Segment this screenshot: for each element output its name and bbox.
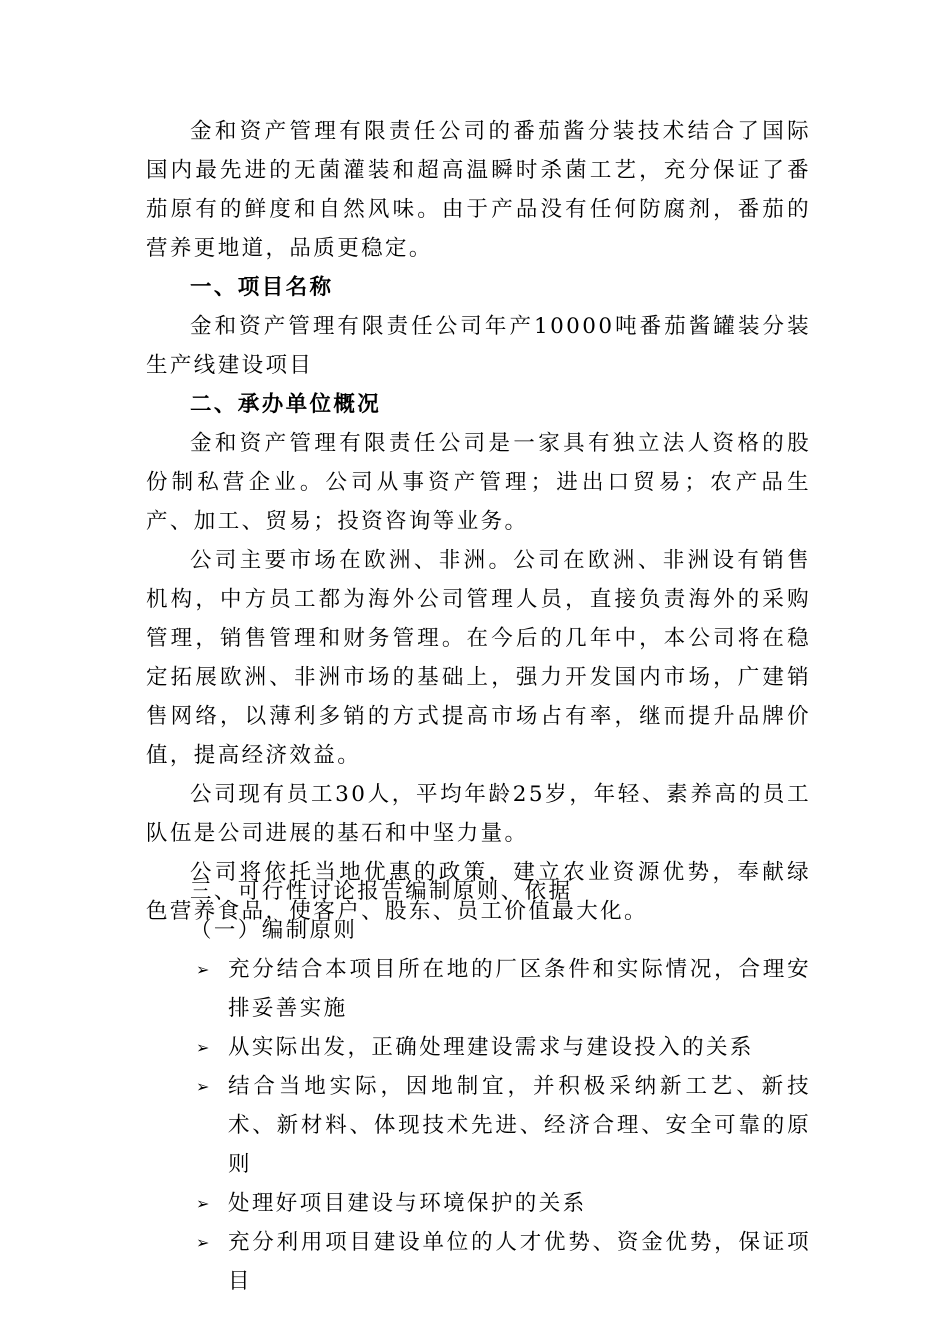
section-2-heading: 二、承办单位概况 [190, 392, 382, 417]
arrow-bullet-icon: ➢ [196, 1233, 210, 1252]
section-3-subheading: （一）编制原则 [190, 918, 358, 943]
list-item [146, 1223, 811, 1301]
section-2-paragraph-4: 公司将依托当地优惠的政策，建立农业资源优势，奉献绿色营养食品，使客户、股东、员工价值最大化。 [146, 860, 811, 924]
list-item-text: 处理好项目建设与环境保护的关系 [228, 1191, 587, 1216]
section-1-heading: 一、项目名称 [190, 275, 334, 300]
arrow-bullet-icon: ➢ [196, 1194, 210, 1213]
section-3-heading: 三、可行性讨论报告编制原则、依据 [190, 879, 573, 904]
section-2-paragraph-3: 公司现有员工30人，平均年龄25岁，年轻、素养高的员工队伍是公司进展的基石和中坚力量。 [146, 782, 811, 846]
text-block-top [146, 112, 811, 931]
list-item-text: 充分利用项目建设单位的人才优势、资金优势，保证项目 [228, 1230, 811, 1294]
principles-list [146, 950, 811, 1301]
list-item-text: 结合当地实际，因地制宜，并积极采纳新工艺、新技术、新材料、体现技术先进、经济合理、安全可靠的原则 [228, 1074, 811, 1177]
section-2-paragraph-1: 金和资产管理有限责任公司是一家具有独立法人资格的股份制私营企业。公司从事资产管理；进出口贸易；农产品生产、加工、贸易；投资咨询等业务。 [146, 431, 811, 534]
text-block-bottom [146, 872, 811, 1301]
section-2-paragraph-2: 公司主要市场在欧洲、非洲。公司在欧洲、非洲设有销售机构，中方员工都为海外公司管理人员，直接负责海外的采购管理，销售管理和财务管理。在今后的几年中，本公司将在稳定拓展欧洲、非洲市场的基础上，强力开发国内市场，广建销售网络，以薄利多销的方式提高市场占有率，继而提升品牌价值，提高经济效益。 [146, 548, 811, 768]
list-item [146, 1184, 811, 1223]
arrow-bullet-icon: ➢ [196, 1038, 210, 1057]
list-item [146, 1028, 811, 1067]
arrow-bullet-icon: ➢ [196, 1077, 210, 1096]
list-item [146, 950, 811, 1028]
list-item-text: 从实际出发，正确处理建设需求与建设投入的关系 [228, 1035, 754, 1060]
section-1-body: 金和资产管理有限责任公司年产10000吨番茄酱罐装分装生产线建设项目 [146, 314, 811, 378]
list-item [146, 1067, 811, 1184]
list-item-text: 充分结合本项目所在地的厂区条件和实际情况，合理安排妥善实施 [228, 957, 811, 1021]
intro-paragraph: 金和资产管理有限责任公司的番茄酱分装技术结合了国际国内最先进的无菌灌装和超高温瞬时杀菌工艺，充分保证了番茄原有的鲜度和自然风味。由于产品没有任何防腐剂，番茄的营养更地道，品质更稳定。 [146, 119, 811, 261]
arrow-bullet-icon: ➢ [196, 960, 210, 979]
